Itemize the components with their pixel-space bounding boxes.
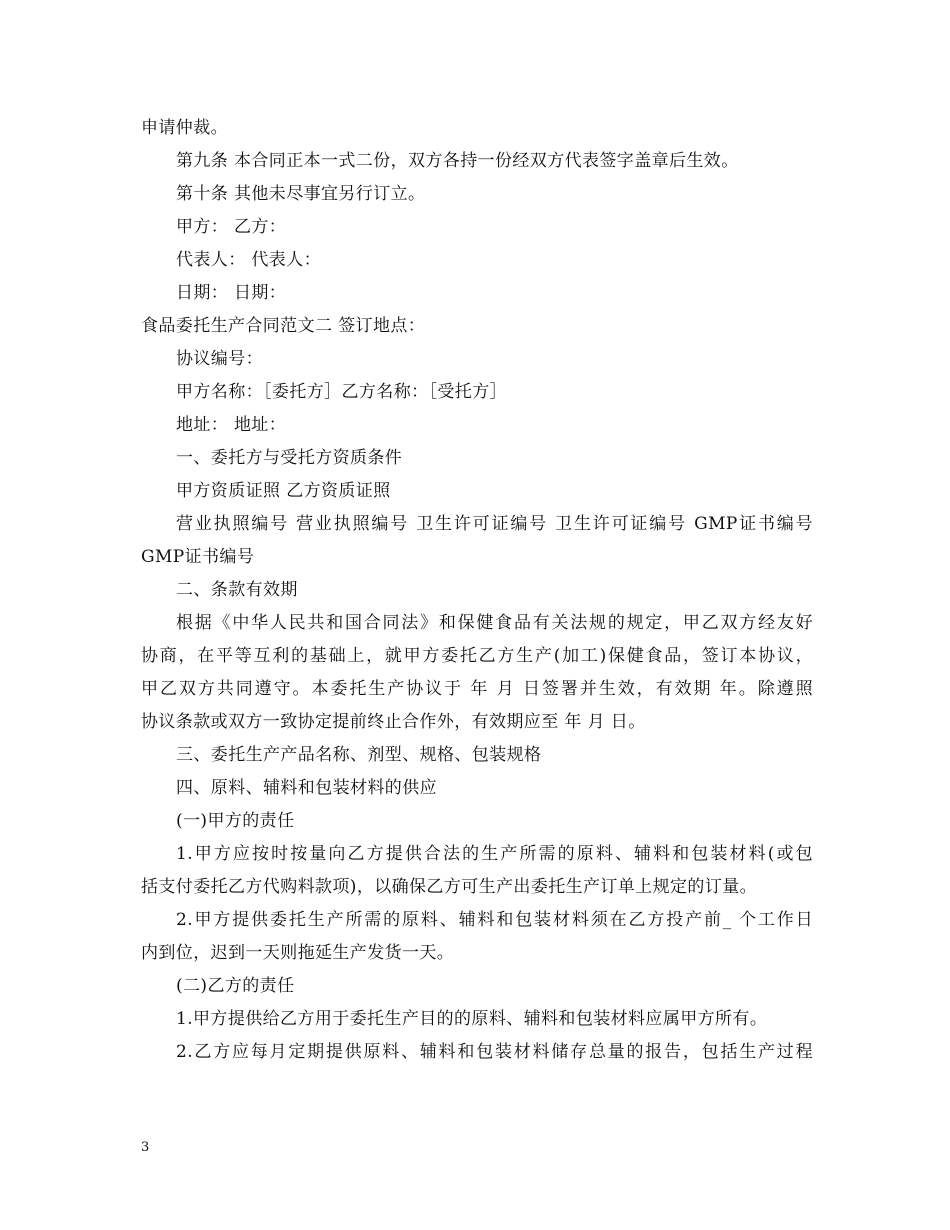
text-line: 营业执照编号 营业执照编号 卫生许可证编号 卫生许可证编号 GMP证书编号 (176, 514, 813, 534)
section-heading: 三、委托生产产品名称、剂型、规格、包装规格 (176, 745, 542, 765)
subsection-heading: (二)乙方的责任 (176, 976, 295, 996)
paragraph-line: 协议条款或双方一致协定提前终止合作外，有效期应至 年 月 日。 (141, 712, 646, 732)
subsection-heading: (一)甲方的责任 (176, 811, 295, 831)
section-heading: 四、原料、辅料和包装材料的供应 (176, 778, 437, 798)
signature-representative-line: 代表人： 代表人： (176, 250, 322, 270)
text-line: 协议编号： (176, 349, 263, 369)
paragraph-line: 协商，在平等互利的基础上，就甲方委托乙方生产(加工)保健食品，签订本协议， (141, 646, 813, 666)
text-line: GMP证书编号 (141, 547, 255, 567)
text-line: 申请仲裁。 (141, 118, 228, 138)
text-line: 甲方资质证照 乙方资质证照 (176, 481, 391, 501)
paragraph-line: 1.甲方提供给乙方用于委托生产目的的原料、辅料和包装材料应属甲方所有。 (176, 1009, 768, 1029)
paragraph-line: 2.乙方应每月定期提供原料、辅料和包装材料储存总量的报告，包括生产过程 (176, 1042, 813, 1062)
text-line: 第九条 本合同正本一式二份，双方各持一份经双方代表签字盖章后生效。 (176, 151, 739, 171)
section-heading: 一、委托方与受托方资质条件 (176, 448, 403, 468)
paragraph-line: 2.甲方提供委托生产所需的原料、辅料和包装材料须在乙方投产前_ 个工作日 (176, 910, 813, 930)
paragraph-line: 甲乙双方共同遵守。本委托生产协议于 年 月 日签署并生效，有效期 年。除遵照 (141, 679, 813, 699)
paragraph-line: 根据《中华人民共和国合同法》和保健食品有关法规的规定，甲乙双方经友好 (176, 613, 813, 633)
paragraph-line: 1.甲方应按时按量向乙方提供合法的生产所需的原料、辅料和包装材料(或包 (176, 844, 813, 864)
page-number: 3 (141, 1140, 150, 1155)
section-heading: 二、条款有效期 (176, 580, 298, 600)
text-line: 地址： 地址： (176, 415, 287, 435)
paragraph-line: 括支付委托乙方代购料款项)，以确保乙方可生产出委托生产订单上规定的订量。 (141, 877, 758, 897)
text-line: 第十条 其他未尽事宜另行订立。 (176, 184, 426, 204)
section-title: 食品委托生产合同范文二 签订地点： (141, 316, 426, 336)
paragraph-line: 内到位，迟到一天则拖延生产发货一天。 (141, 943, 455, 963)
document-body (141, 112, 813, 1069)
signature-date-line: 日期： 日期： (176, 283, 287, 303)
text-line: 甲方名称：［委托方］乙方名称：［受托方］ (176, 382, 507, 402)
signature-party-line: 甲方： 乙方： (176, 217, 287, 237)
